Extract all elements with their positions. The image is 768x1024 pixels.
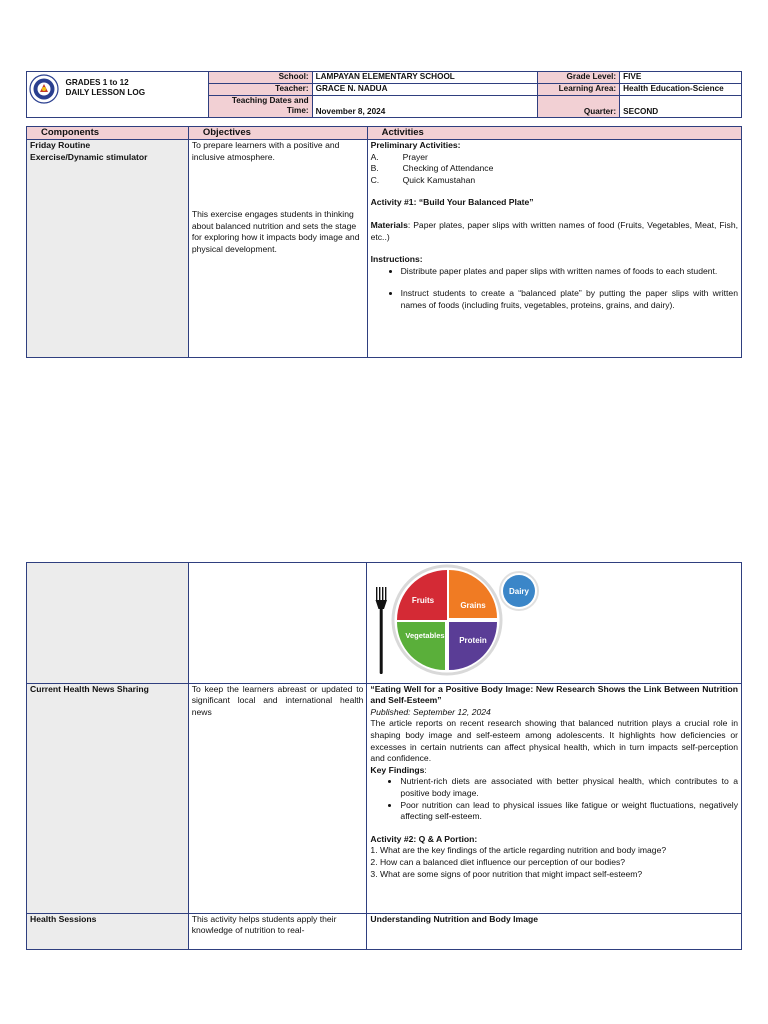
instructions-list-2 — [371, 288, 738, 311]
area-label: Learning Area: — [538, 84, 620, 96]
health-news-activities — [367, 683, 742, 913]
school-label: School: — [208, 72, 312, 84]
activity-1-title: Activity #1: “Build Your Balanced Plate” — [370, 197, 534, 208]
health-news-objective: To keep the learners abreast or updated to significant local and international health news — [188, 683, 367, 913]
quarter-label: Quarter: — [538, 96, 620, 118]
health-sessions-activity: Understanding Nutrition and Body Image — [367, 913, 742, 949]
health-news-cell: Current Health News Sharing — [27, 683, 189, 913]
teacher-label: Teacher: — [208, 84, 312, 96]
objective-b: This exercise engages students in thinking about balanced nutrition and sets the stage for exploring how it impacts body image and physical development. — [191, 209, 360, 254]
article-headline: “Eating Well for a Positive Body Image: New Research Shows the Link Between Nutrition and Self-Esteem” — [370, 683, 738, 706]
continuation-comp-cell — [27, 563, 189, 684]
vegetables-segment — [397, 622, 445, 670]
friday-routine-label: Friday Routine — [30, 140, 91, 150]
article-body: The article reports on recent research showing that balanced nutrition plays a crucial role in shaping body image and self-esteem among adolescents. It highlights how deficiencies or excesses in certain nutrients can affect physical health, which in turn impacts self-perception and confidence. — [370, 718, 738, 764]
fruits-segment — [397, 570, 447, 620]
components-header: Components — [27, 127, 189, 140]
key-findings-label: Key Findings: — [370, 764, 427, 775]
page-title — [62, 72, 208, 118]
grade-label: Grade Level: — [538, 72, 620, 84]
teacher-value: GRACE N. NADUA — [312, 84, 538, 96]
seal-icon — [29, 74, 59, 104]
fruits-label: Fruits — [412, 596, 435, 605]
area-value: Health Education-Science — [620, 84, 742, 96]
article-published: Published: September 12, 2024 — [370, 706, 491, 717]
health-sessions-cell: Health Sessions — [27, 913, 189, 949]
question-1: 1. What are the key findings of the article regarding nutrition and body image? — [370, 845, 667, 856]
materials-text: Materials: Paper plates, paper slips with written names of food (Fruits, Vegetables, Meat, Fish, etc..) — [370, 219, 738, 242]
objective-a: To prepare learners with a positive and inclusive atmosphere. — [191, 140, 340, 162]
objectives-header: Objectives — [188, 127, 367, 140]
dairy-label: Dairy — [509, 587, 530, 596]
quarter-value: SECOND — [620, 96, 742, 118]
friday-routine-cell — [27, 140, 189, 358]
fork-icon — [376, 587, 388, 674]
header-table — [26, 71, 742, 118]
prelim-title: Preliminary Activities: — [370, 140, 461, 150]
school-value: LAMPAYAN ELEMENTARY SCHOOL — [312, 72, 538, 84]
grains-label: Grains — [460, 601, 487, 610]
continuation-obj-cell — [188, 563, 367, 684]
title-line-2: DAILY LESSON LOG — [65, 88, 146, 97]
instructions-list — [371, 266, 738, 278]
health-sessions-objective: This activity helps students apply their knowledge of nutrition to real- — [188, 913, 367, 949]
instructions-label: Instructions: — [370, 254, 423, 265]
grade-value: FIVE — [620, 72, 742, 84]
friday-objectives-cell — [188, 140, 367, 358]
list-item: A. Prayer — [370, 151, 428, 162]
list-item: C. Quick Kamustahan — [370, 174, 476, 185]
deped-logo — [27, 72, 63, 118]
lesson-table-1 — [26, 126, 742, 358]
exercise-label: Exercise/Dynamic stimulator — [30, 151, 148, 162]
lesson-table-2 — [26, 562, 742, 950]
friday-activities-cell — [367, 140, 741, 358]
plate-cell — [367, 563, 742, 684]
activities-header: Activities — [367, 127, 741, 140]
question-2: 2. How can a balanced diet influence our perception of our bodies? — [370, 856, 626, 867]
balanced-plate-image — [367, 563, 542, 679]
title-line-1: GRADES 1 to 12 — [65, 78, 129, 87]
question-3: 3. What are some signs of poor nutrition that might impact self-esteem? — [370, 868, 643, 879]
grains-segment — [449, 570, 497, 618]
protein-label: Protein — [459, 636, 488, 645]
protein-segment — [449, 622, 497, 670]
dates-value: November 8, 2024 — [312, 96, 538, 118]
activity-2-title: Activity #2: Q & A Portion: — [370, 833, 478, 844]
list-item: B. Checking of Attendance — [370, 163, 494, 174]
list-item: • Nutrient-rich diets are associated with better physical health, which contributes to a positive body image. — [400, 776, 738, 799]
prelim-list — [371, 152, 738, 187]
list-item: • Poor nutrition can lead to physical issues like fatigue or weight fluctuations, negatively affecting self-esteem. — [400, 800, 738, 823]
list-item: • Distribute paper plates and paper slips with written names of foods to each student. — [401, 266, 738, 278]
dates-label: Teaching Dates and Time: — [208, 96, 312, 118]
vegetables-label: Vegetables — [405, 631, 446, 640]
findings-list — [370, 776, 738, 822]
list-item: • Instruct students to create a “balanced plate” by putting the paper slips with written names of foods (including fruits, vegetables, proteins, grains, and dairy). — [401, 288, 738, 311]
